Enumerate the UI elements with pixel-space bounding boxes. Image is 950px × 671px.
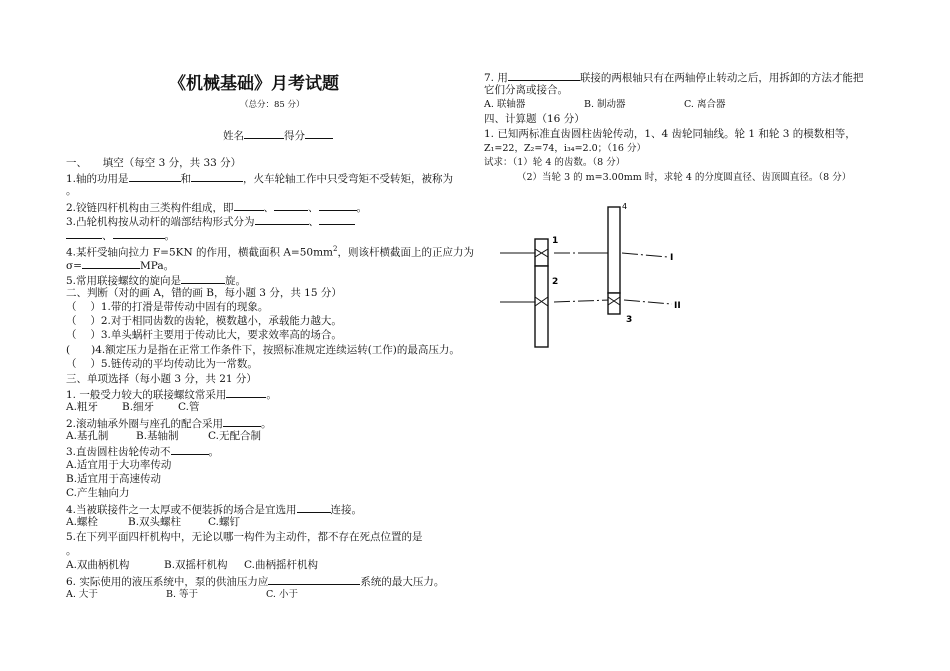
label-axis-I: I <box>670 253 674 263</box>
q4-text-b: ，则该杆横截面上的正应力为 <box>337 246 474 259</box>
axis-I-segment-right <box>622 253 668 257</box>
q4-text-d: MPa。 <box>139 260 175 272</box>
section3-heading: 三、单项选择（每小题 3 分，共 21 分） <box>66 373 257 385</box>
q3-end: 。 <box>164 230 175 242</box>
q5-text-a: 5.常用联接螺纹的旋向是 <box>66 275 182 287</box>
choice-q4-option-c[interactable]: C.螺钉 <box>208 516 240 528</box>
q3-sep: 、 <box>308 216 320 228</box>
q2-text: 2.铰链四杆机构由三类构件组成，即 <box>66 202 234 214</box>
fill-q1 <box>66 170 453 186</box>
score-label: 得分 <box>284 130 305 142</box>
gear-train-diagram <box>490 196 695 354</box>
axis-II-segment-right <box>624 300 672 304</box>
q2-blank-3[interactable] <box>319 199 357 211</box>
choice-q1-options <box>66 400 200 414</box>
label-gear-3: 3 <box>626 315 633 325</box>
choice-q5-option-a[interactable]: A.双曲柄机构 <box>66 559 130 571</box>
choice-q2-end: 。 <box>261 418 272 430</box>
choice-q3-text: 3.直齿圆柱齿轮传动不 <box>66 446 171 458</box>
choice-q2-text: 2.滚动轴承外圈与座孔的配合采用 <box>66 418 224 430</box>
calc-line-1: 1. 已知两标准直齿圆柱齿轮传动，1、4 齿轮同轴线。轮 1 和轮 3 的模数相等， <box>484 128 856 140</box>
choice-q4-options <box>66 515 240 529</box>
choice-q6-option-a[interactable]: A. 大于 <box>66 589 98 600</box>
label-axis-II: II <box>674 301 681 311</box>
choice-q1-option-b[interactable]: B.细牙 <box>122 401 155 413</box>
choice-q3-end: 。 <box>208 446 220 458</box>
exam-title: 《机械基础》月考试题 <box>169 74 339 94</box>
choice-q1-option-c[interactable]: C.管 <box>178 401 200 413</box>
label-gear-4: 4 <box>622 202 628 211</box>
choice-q1-end: 。 <box>266 389 277 401</box>
choice-q5-option-b[interactable]: B.双摇杆机构 <box>164 559 228 571</box>
choice-q5-cont: 。 <box>66 545 77 557</box>
q1-text-a: 1.轴的功用是 <box>66 173 129 185</box>
judge-item-5: （ ）5.链传动的平均传动比为一常数。 <box>66 358 258 370</box>
choice-q6-text: 6. 实际使用的液压系统中，泵的供油压力应 <box>66 576 269 588</box>
choice-q5: 5.在下列平面四杆机构中，无论以哪一构件为主动件，都不存在死点位置的是 <box>66 531 423 543</box>
calc-line-4: （2）当轮 3 的 m=3.00mm 时，求轮 4 的分度圆直径、齿顶圆直径。（8 分） <box>517 172 852 183</box>
choice-q6-options <box>66 588 298 602</box>
q3-blank-2[interactable] <box>319 213 355 225</box>
choice-q5-options <box>66 558 318 572</box>
choice-q2-option-c[interactable]: C.无配合制 <box>208 430 261 442</box>
judge-item-1: （ ）1.带的打滑是带传动中固有的现象。 <box>66 301 269 313</box>
fill-q1-cont: 。 <box>66 185 77 197</box>
choice-q5-option-c[interactable]: C.曲柄摇杆机构 <box>244 559 318 571</box>
choice-q7-cont: 它们分离或接合。 <box>484 84 568 96</box>
choice-q2-option-b[interactable]: B.基轴制 <box>136 430 179 442</box>
choice-q7-option-a[interactable]: A. 联轴器 <box>484 99 526 110</box>
q2-blank-1[interactable] <box>234 199 264 211</box>
total-score: （总分：85 分） <box>240 100 305 110</box>
choice-q7-option-b[interactable]: B. 制动器 <box>584 99 626 110</box>
choice-q6-option-b[interactable]: B. 等于 <box>166 589 199 600</box>
choice-q4-option-a[interactable]: A.螺栓 <box>66 516 98 528</box>
choice-q4-option-b[interactable]: B.双头螺柱 <box>128 516 182 528</box>
choice-q3-option-b[interactable]: B.适宜用于高速传动 <box>66 473 162 485</box>
choice-q4-end: 连接。 <box>330 504 363 516</box>
choice-q3-blank[interactable] <box>171 443 209 455</box>
choice-q2-option-a[interactable]: A.基孔制 <box>66 430 109 442</box>
choice-q2-options <box>66 429 261 443</box>
label-gear-1: 1 <box>552 236 559 246</box>
choice-q1-text: 1. 一般受力较大的联接螺纹常采用 <box>66 389 227 401</box>
choice-q3-option-a[interactable]: A.适宜用于大功率传动 <box>66 459 172 471</box>
name-score-row <box>223 127 333 143</box>
q3-blank-3[interactable] <box>66 227 102 239</box>
section2-heading: 二、判断（对的画 A，错的画 B，每小题 3 分，共 15 分） <box>66 287 342 299</box>
choice-q7-options <box>484 98 725 112</box>
choice-q3 <box>66 443 219 459</box>
q3-sep-2: 、 <box>102 230 113 242</box>
choice-q6-option-c[interactable]: C. 小于 <box>266 589 298 600</box>
choice-q1-option-a[interactable]: A.粗牙 <box>66 401 98 413</box>
label-gear-2: 2 <box>552 277 559 287</box>
q5-text-b: 旋。 <box>225 275 247 287</box>
fill-q4-cont <box>66 257 174 273</box>
q3-blank-1[interactable] <box>255 213 309 225</box>
q4-text-c: σ= <box>66 260 82 272</box>
q4-text-a: 4.某杆受轴向拉力 F=5KN 的作用，横截面积 A=50mm <box>66 246 333 259</box>
section4-heading: 四、计算题（16 分） <box>484 113 585 125</box>
q2-sep-1: 、 <box>263 202 275 214</box>
gear-2 <box>535 266 548 347</box>
q1-blank-1[interactable] <box>129 170 181 182</box>
gear-4 <box>608 207 620 293</box>
q3-blank-4[interactable] <box>113 227 165 239</box>
section1-heading: 一、 填空（每空 3 分，共 33 分） <box>66 157 242 169</box>
choice-q7-text-b: 联接的两根轴只有在两轴停止转动之后，用拆卸的方法才能把 <box>579 72 864 84</box>
calc-line-2: Z₁=22，Z₂=74，i₃₄=2.0；（16 分） <box>484 143 646 154</box>
q2-sep-2: 、 <box>308 202 319 214</box>
name-blank[interactable] <box>244 127 284 139</box>
axis-II-segment-mid <box>554 300 610 302</box>
choice-q6 <box>66 573 444 589</box>
choice-q4-blank[interactable] <box>297 501 331 513</box>
q4-blank[interactable] <box>82 257 140 269</box>
score-blank[interactable] <box>305 127 333 139</box>
q5-blank[interactable] <box>181 272 225 284</box>
choice-q7-option-c[interactable]: C. 离合器 <box>684 99 726 110</box>
q3-text: 3.凸轮机构按从动杆的端部结构形式分为 <box>66 216 255 228</box>
q1-blank-2[interactable] <box>191 170 243 182</box>
choice-q2-blank[interactable] <box>223 415 261 427</box>
q1-text-b: 和 <box>180 173 192 185</box>
name-label: 姓名 <box>223 130 244 142</box>
choice-q6-end: 系统的最大压力。 <box>360 576 445 588</box>
choice-q7-blank[interactable] <box>508 69 580 81</box>
choice-q1-blank[interactable] <box>226 386 266 398</box>
choice-q3-option-c[interactable]: C.产生轴向力 <box>66 487 130 499</box>
choice-q6-blank[interactable] <box>268 573 360 585</box>
judge-item-4: ( )4.额定压力是指在正常工作条件下，按照标准规定连续运转(工作)的最高压力。 <box>66 344 460 356</box>
q2-end: 。 <box>356 202 368 214</box>
calc-line-3: 试求：（1）轮 4 的齿数。（8 分） <box>484 157 626 168</box>
q2-blank-2[interactable] <box>274 199 308 211</box>
judge-item-2: （ ）2.对于相同齿数的齿轮，模数越小，承载能力越大。 <box>66 315 342 327</box>
choice-q4-text: 4.当被联接件之一太厚或不便装拆的场合是宜选用 <box>66 504 297 516</box>
q4-superscript: 2 <box>332 245 338 253</box>
judge-item-3: （ ）3.单头蜗杆主要用于传动比大，要求效率高的场合。 <box>66 329 342 341</box>
choice-q7-text-a: 7. 用 <box>484 72 508 84</box>
q1-text-c: ，火车轮轴工作中只受弯矩不受转矩，被称为 <box>243 173 454 185</box>
fill-q3-cont <box>66 227 175 243</box>
